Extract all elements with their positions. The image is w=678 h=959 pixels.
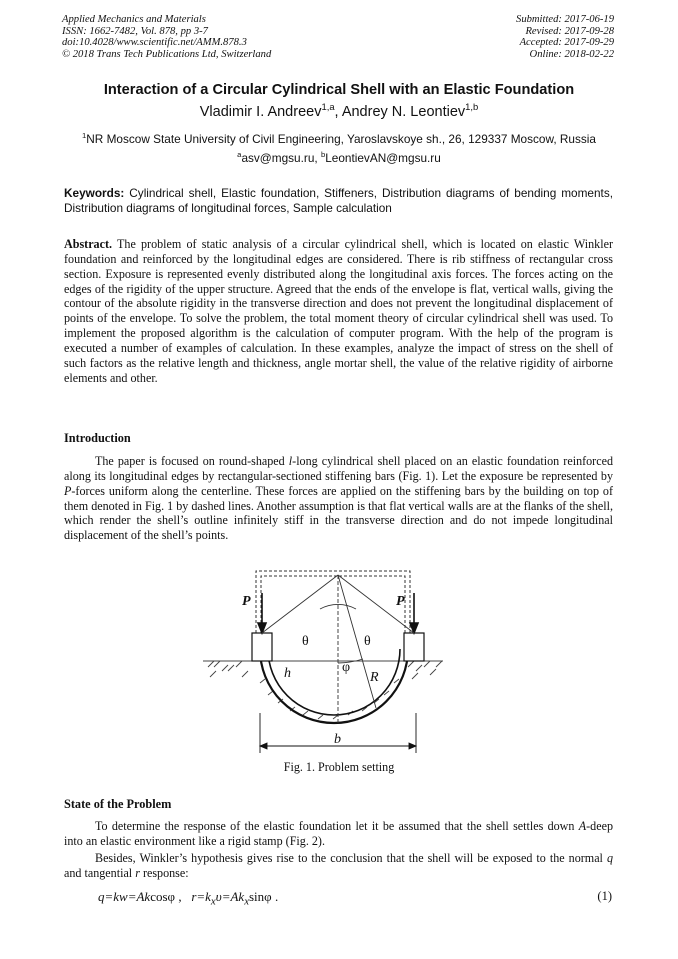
stiffener-left: [252, 633, 272, 661]
problem-setting-figure: [198, 563, 448, 753]
author-separator: ,: [334, 104, 342, 120]
submitted-date: Submitted: 2017-06-19: [516, 14, 614, 25]
eq-sin: sin: [249, 889, 265, 904]
author-1: Vladimir I. Andreev: [199, 104, 322, 120]
state-text-2: -deep into an elastic environment like a rigid stamp (Fig. 2).: [64, 819, 613, 848]
radial-lines: [262, 575, 414, 723]
eq-sub-2: x: [244, 895, 249, 908]
abstract: [64, 237, 613, 385]
eq-phi-1: φ: [167, 889, 176, 904]
eq-phi-2: φ: [264, 889, 272, 904]
intro-text-1: The paper is focused on round-shaped: [95, 454, 289, 468]
equation-1: [98, 889, 278, 908]
doi-line: doi:10.4028/www.scientific.net/AMM.878.3: [62, 37, 247, 48]
label-phi: φ: [342, 660, 351, 675]
eq-part-mid: υ=Ak: [215, 889, 245, 904]
label-h: h: [284, 666, 291, 681]
keywords-label: Keywords:: [64, 186, 125, 200]
email-b-sup: b: [320, 150, 326, 160]
author-emails: [0, 151, 678, 165]
keywords-text: Cylindrical shell, Elastic foundation, Stiffeners, Distribution diagrams of bending moments, Distribution diagrams of longitudinal forces, Sample calculation: [64, 186, 613, 215]
email-a-sup: a: [237, 150, 242, 160]
author-1-sup: 1,a: [321, 101, 335, 113]
state-text-1: To determine the response of the elastic foundation let it be assumed that the shell settles down: [95, 819, 579, 833]
label-P-right: P: [396, 594, 405, 609]
eq-dot: .: [271, 889, 279, 904]
intro-var-P: P: [64, 483, 72, 498]
label-b: b: [334, 732, 341, 747]
online-date: Online: 2018-02-22: [529, 48, 614, 60]
ground-surface: [203, 661, 443, 719]
eq-sub-1: x: [210, 895, 216, 908]
eq-comma: ,: [175, 889, 192, 904]
issn-line: ISSN: 1662-7482, Vol. 878, pp 3-7: [62, 25, 208, 37]
intro-text-3: -forces uniform along the centerline. These forces are applied on the stiffening bars by the building on top of them denoted in Fig. 1 by dashed lines. Another assumption is that flat vertical walls are at the flanks of the shell, which render the shell’s outline infinitely stiff in the transverse direction and do not impede longitudinal displacement of the shell’s points.: [64, 483, 613, 543]
copyright-line: © 2018 Trans Tech Publications Ltd, Switzerland: [62, 48, 272, 60]
state-text-4: and tangential: [64, 865, 136, 880]
intro-var-l: l: [288, 454, 293, 468]
label-R: R: [370, 670, 379, 685]
email-b[interactable]: LeontievAN@mgsu.ru: [325, 151, 441, 165]
paper-title: Interaction of a Circular Cylindrical Shell with an Elastic Foundation: [103, 82, 575, 98]
state-heading: State of the Problem: [64, 797, 172, 811]
state-var-q: q: [606, 851, 613, 865]
figure-caption: Fig. 1. Problem setting: [283, 760, 395, 774]
eq-cos: cos: [150, 889, 168, 904]
state-paragraph-2: [64, 851, 613, 881]
state-text-3: Besides, Winkler’s hypothesis gives rise to the conclusion that the shell will be exposed to the normal: [95, 851, 607, 865]
state-var-A: A: [578, 819, 587, 833]
abstract-label: Abstract.: [64, 237, 113, 251]
author-list: [0, 101, 678, 120]
keywords: [64, 186, 613, 215]
label-theta-left: θ: [302, 634, 309, 649]
intro-text-2: -long cylindrical shell placed on an elastic foundation reinforced along its longitudinal edges by rectangular-sectioned stiffening bars (Fig. 1). Let the exposure be represented by: [64, 454, 613, 483]
email-separator: ,: [314, 151, 321, 165]
revised-date: Revised: 2017-09-28: [525, 25, 614, 37]
submission-dates: [516, 14, 614, 60]
state-var-r: r: [135, 865, 140, 880]
building-outline: [256, 571, 410, 633]
label-theta-right: θ: [364, 634, 371, 649]
affiliation-text: NR Moscow State University of Civil Engineering, Yaroslavskoye sh., 26, 129337 Moscow, Russia: [86, 132, 596, 146]
accepted-date: Accepted: 2017-09-29: [519, 37, 614, 48]
author-2: Andrey N. Leontiev: [341, 104, 466, 120]
label-P-left: P: [242, 594, 251, 609]
email-a[interactable]: asv@mgsu.ru: [241, 151, 315, 165]
stiffener-right: [404, 633, 424, 661]
author-2-sup: 1,b: [465, 101, 479, 113]
equation-number: (1): [597, 889, 612, 903]
journal-name: Applied Mechanics and Materials: [62, 14, 206, 25]
eq-part-q: q=kw=Ak: [98, 889, 151, 904]
affiliation: [0, 132, 678, 146]
cylindrical-shell: [260, 649, 408, 723]
affiliation-sup: 1: [82, 131, 87, 141]
eq-part-r: r=k: [191, 889, 211, 904]
introduction-heading: Introduction: [64, 431, 131, 445]
introduction-paragraph: [64, 454, 613, 543]
journal-info: [62, 14, 271, 60]
abstract-text: The problem of static analysis of a circular cylindrical shell, which is located on elastic Winkler foundation and reinforced by the longitudinal edges are considered. There is rib stiffness of rectangular cross section. Exposure is represented evenly distributed along the longitudinal axis forces. The forces acting on the edges of the rigidity of the upper structure. Agreed that the ends of the envelope is flat, vertical walls, giving the contour of the absolute rigidity in the transverse direction and does not prevent the longitudinal displacement of points of the envelope. To solve the problem, the total moment theory of circular cylindrical shell was used. To implement the proposed algorithm is the calculation of computer program. With the help of the program is executed a number of examples of calculation. In these examples, analyze the impact of stress on the shell of such factors as the relative length and thickness, angle mortar shell, the value of the relative rigidity of airborne elements and other.: [64, 237, 613, 385]
state-text-5: response:: [139, 865, 189, 880]
state-paragraph-1: [64, 819, 613, 849]
